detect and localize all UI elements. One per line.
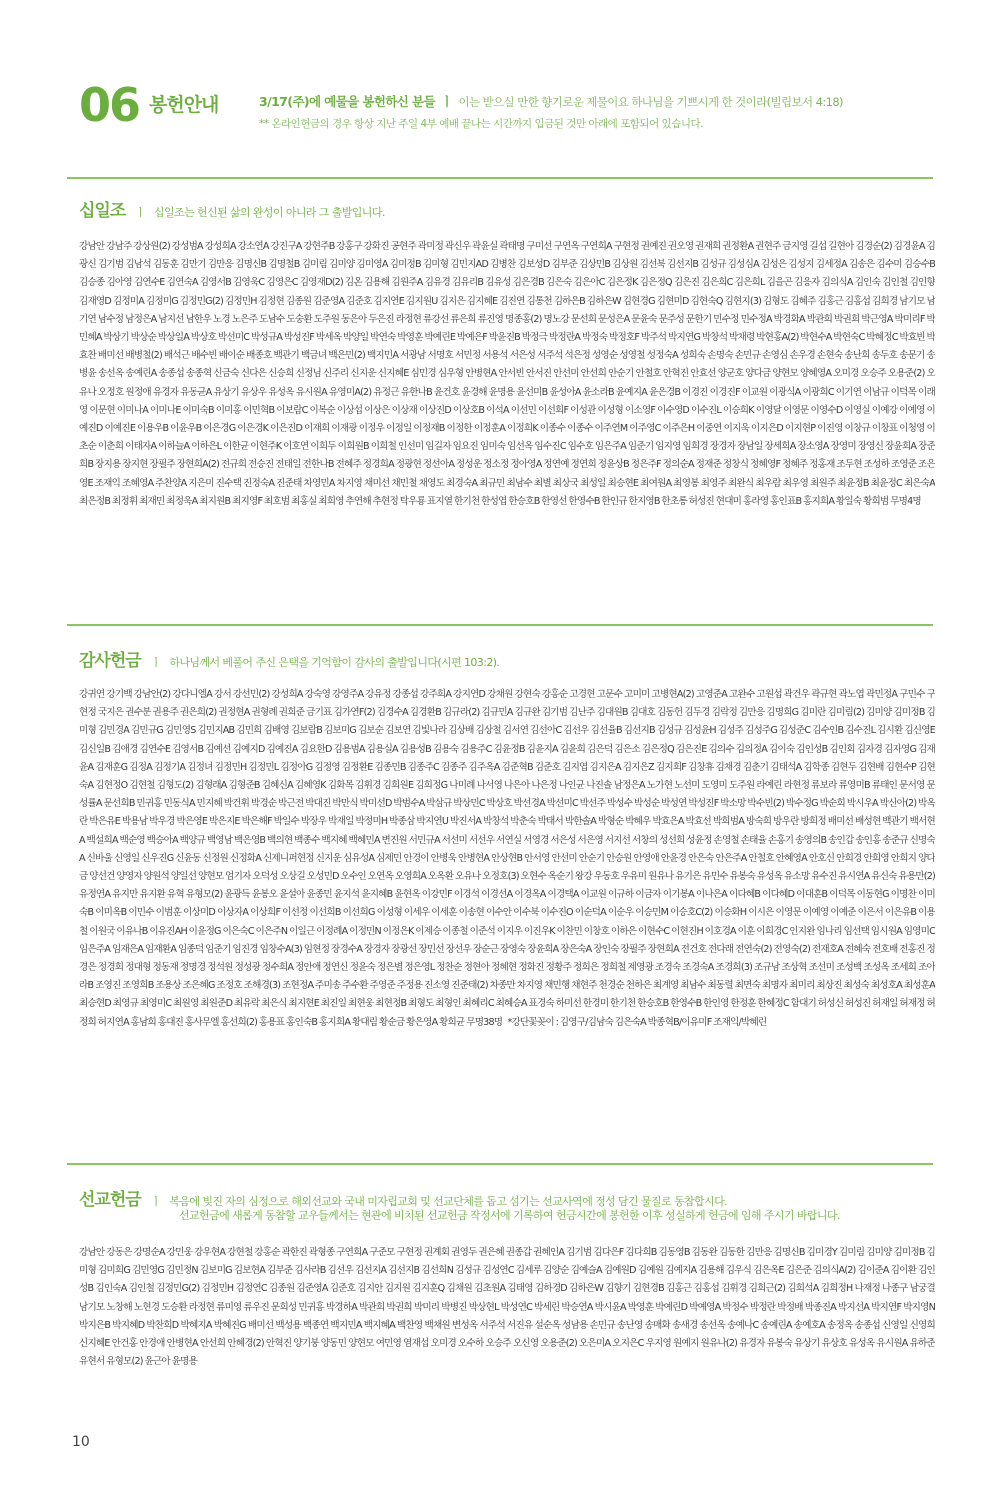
- thanks-title: 감사헌금: [79, 651, 141, 671]
- tithe-separator: ㅣ: [135, 206, 146, 219]
- header-date-title: 3/17(주)에 예물을 봉헌하신 분들: [259, 94, 435, 109]
- mission-description: 복음에 빚진 자의 심정으로 해외선교와 국내 미자립교회 및 선교단체를 돕고 섬기는 선교사역에 정성 담긴 물질로 동참합시다.: [169, 1195, 728, 1208]
- header-main-line: [259, 92, 843, 110]
- header-scripture: 이는 받으실 만한 향기로운 제물이요 하나님을 기쁘시게 한 것이라(빌립보서 4:18): [458, 95, 843, 109]
- section-number: 06: [79, 78, 140, 132]
- tithe-description: 십일조는 헌신된 삶의 완성이 아니라 그 출발입니다.: [153, 206, 385, 219]
- mission-title: 선교헌금: [79, 1190, 141, 1210]
- mission-names: 강남안 강동은 강명순A 강민웅 강우현A 강현철 강홍순 곽한진 곽형종 구연희A 구준모 구현정 권계회 권영두 권은혜 권종갑 권혜인A 김기범 김다은F 김다희B 김동영B 김동완 김동한 김만응 김명신B 김미경Y 김미림 김미양 김미정B 김미형 김미희G 김민영G 김민정N 김보미G 김보현A 김부준 김사라B 김선우 김선지A 김선지B 김선희N 김성규 김성연C 김세루 김양순 김예슬A 김예원D 김예원 김예지A 김용해 김우식 김은옥E 김은준 김의식A(2) 김이준A 김이환 김인성B 김인숙A 김인철 김정민G(2) 김정민H 김정연C 김종원 김준영A 김준호 김지안 김지원 김지훈Q 김채원 김초원A 김태영 김하경D 김하은W 김향기 김현경B 김홍근 김홍섭 김휘경 김희근(2) 김희석A 김희정H 나재정 나종구 남궁결 남기모 노창해 노현경 도승환 라정현 류미영 류우진 문희성 민귀홍 박경하A 박관희 박권희 박미리 박병진 박상현L 박성연C 박세린 박승연A 박시윤A 박영훈 박예린D 박예영A 박정수 박정란 박정배 박종진A 박지선A 박지연F 박지영N 박지은B 박지혜D 박찬희D 박혜지A 박혜진G 배미선 백성용 백종연 백지민A 백지혜A 백찬영 백채원 변성옥 서주석 서진유 설순옥 성남용 손민규 송난영 송매화 송새경 송선옥 송예나C 송예린A 송예호A 송정옥 송종섭 신영일 신영희 신지혜E 안건홍 안경애 안병현A 안선희 안혜경(2) 안혁진 양기붕 양동민 양현모 여민영 염재섭 오미경 오수하 오승주 오신영 오용준(2) 오은미A 오지은C 우지영 원예지 원유나(2) 유경자 유봉숙 유상기 유상호 유성옥 유시원A 유하준 유현서 유형모(2) 윤근아 윤명용: [79, 1247, 935, 1368]
- thanks-designated: *강단꽃꽂이 : 김영구/김남숙 김은숙A 박종혁B/이유미F 조재익/박혜린: [507, 1016, 767, 1028]
- mission-description-2: 선교헌금에 새롭게 동참할 교우들께서는 현관에 비치된 선교헌금 작정서에 기록하여 헌금시간에 봉헌한 이후 성실하게 헌금에 임해 주시기 바랍니다.: [179, 1209, 840, 1222]
- section-title: 봉헌안내: [149, 94, 219, 116]
- divider-rule: [67, 624, 933, 626]
- tithe-heading: [79, 196, 385, 221]
- tithe-title: 십일조: [79, 201, 126, 221]
- thanks-separator: ㅣ: [150, 656, 162, 669]
- thanks-heading: [79, 646, 499, 671]
- header-online-note: ** 온라인헌금의 경우 항상 지난 주일 4부 예배 끝나는 시간까지 입금된 것만 아래에 포함되어 있습니다.: [259, 118, 703, 130]
- thanks-names: [79, 686, 935, 1141]
- header-separator: ㅣ: [440, 94, 453, 109]
- thanks-description: 하나님께서 베풀어 주신 은택을 기억함이 감사의 출발입니다(시편 103:2).: [169, 656, 500, 669]
- mission-separator: ㅣ: [150, 1195, 162, 1208]
- mission-heading: [79, 1185, 840, 1222]
- divider-rule: [67, 177, 933, 179]
- thanks-names-list: 강귀연 강기백 강남안(2) 강다니엘A 강서 강선민(2) 강성희A 강숙영 강영주A 강유정 강종섭 강주희A 강지연D 강채원 강현숙 강홍순 고경현 고문수 고미미 고병현A(2) 고영준A 고완수 고원섭 곽건우 곽규현 곽노엽 곽민정A 구민수 구현정 국지은 권수분 권용주 권은희(2) 권정현A 권형례 권희준 금기표 김가연F(2) 김경수A 김경환B 김규라(2) 김규민A 김규완 김기범 김난주 김대원B 김대호 김동헌 김두경 김락정 김만응 김명희G 김미란 김미림(2) 김미양 김미정B 김미형 김민경A 김민규G 김민영S 김민지AB 김민희 김배영 김보람B 김보미G 김보순 김보연 김빛나라 김상배 김상철 김서연 김선아C 김선우 김선율B 김선지B 김성규 김성윤H 김성주 김성주G 김성준C 김수인B 김수진L 김시환 김신영E 김신일B 김애경 김연수E 김영서B 김예선 김예지D 김예진A 김요한D 김용범A 김용실A 김용성B 김용숙 김용주C 김윤정B 김윤지A 김윤희 김은덕 김은소 김은정Q 김은진E 김의수 김의정A 김이숙 김인성B 김인회 김자경 김자영G 김재윤A 김재훈G 김정A 김정기A 김정녀 김정민H 김정민L 김정아G 김정영 김정환E 김종민B 김종주C 김종주 김주옥A 김준혁B 김준호 김지엽 김지은A 김지은Z 김지희F 김창휴 김채경 김춘기 김태석A 김학종 김현두 김현배 김현수P 김현숙A 김현정O 김현철 김형도(2) 김형래A 김형준B 김혜신A 김혜영K 김화목 김휘경 김희원E 김희정G 나미례 나서영 나은아 나은정 나인균 나진솔 남정은A 노가현 노선미 도영미 도주원 라예린 라현정 류보라 류영미B 류태인 문서영 문성률A 문선희B 민귀홍 민동식A 민지혜 박건휘 박경순 박근전 박대진 박만식 박미선D 박범수A 박삼규 박상민C 박상호 박선경A 박선미C 박선주 박성수 박성순 박성연 박성진F 박소망 박수빈(2) 박수정G 박순희 박시우A 박신아(2) 박옥란 박은유E 박용남 박우경 박은영E 박은지E 박은해F 박일수 박장우 박재일 박정미H 박종삼 박지연U 박진서A 박창석 박춘숙 박태서 박한솔A 박형순 박혜우 박효은A 박효선 박희범A 방숙희 방우란 방희정 배미선 배성현 백관기 백서현A 백설희A 백순영 백승아A 백양규 백영남 백은영B 백의현 백종수 백지혜 백혜민A 변진원 서민규A 서선미 서선우 서연실 서영경 서은성 서은영 서지선 서창의 성선희 성윤정 손영철 손태율 손홍기 송영의B 송인갑 송인홍 송준규 신명숙A 신바울 신영일 신우진G 신윤동 신정원 신정화A 신제니퍼현정 신지운 심유성A 심제민 안경이 안병욱 안병현A 안상현B 안서영 안선미 안순기 안승원 안영애 안윤경 안은숙 안은주A 안철호 안혜영A 안호신 안희경 안희영 안희지 양다금 양선건 양영자 양원석 양일선 양현모 엄기자 오덕성 오상길 오성민D 오수인 오연옥 오영희A 오옥환 오유나 오정호(3) 오현수 옥순기 왕강 우동호 우유미 원유나 유기은 유민수 유봉숙 유성옥 유소망 유수진 유시연A 유신숙 유용만(2) 유정연A 유지만 유지환 유혁 유형모(2) 윤광득 윤봉오 윤설아 윤종민 윤지석 윤지혜B 윤현옥 이강민F 이경석 이경선A 이경옥A 이경택A 이교원 이규하 이금자 이기봉A 이나은A 이다혜B 이다혜D 이대훈B 이덕목 이동현G 이명찬 이미숙B 이미옥B 이민수 이범훈 이상미D 이상자A 이상희F 이선정 이선희B 이선희G 이성형 이세우 이세훈 이송현 이수안 이수북 이수진O 이순덕A 이순우 이승민M 이승호C(2) 이승화H 이시은 이영문 이예영 이예준 이은서 이은유B 이용철 이원국 이유나B 이유진AH 이윤정G 이은숙C 이은주N 이일근 이정례A 이정민N 이정은K 이제승 이종철 이준석 이지우 이진우K 이찬민 이창호 이하은 이현수C 이현진H 이호경A 이훈 이희경C 인지완 임나리 임선택 임시원A 임영미C 임은주A 임재은A 임재환A 임종덕 임준기 임진경 임창수A(3) 임현정 장경수A 장경자 장광선 장민선 장선우 장순근 장영숙 장윤희A 장은숙A 장인숙 장필주 장현희A 전건호 전다래 전연숙(2) 전영숙(2) 전재호A 전혜숙 전호배 전홍진 정경은 정경희 정대형 정동재 정명경 정석원 정성광 정수희A 정안애 정연신 정윤숙 정은별 정은영L 정찬순 정현아 정혜현 정화진 정황주 정희은 정희철 제영광 조경숙 조경숙A 조경희(3) 조규남 조상혁 조선미 조성백 조성옥 조세희 조아라B 조영진 조영희B 조용상 조은혜G 조정호 조해경(3) 조현정A 주미송 주수환 주영준 주정용 진소영 진준태(2) 차종만 차지영 채민행 채현주 천경순 천하은 최계영 최남수 최동렬 최면숙 최명자 최미리 최상진 최성숙 최성호A 최성훈A 최승현D 최영규 최영미C 최원영 최원준D 최유락 최은식 최지현E 최진일 최현웅 최현정B 최형도 최형인 최혜리C 최혜승A 표경숙 하미선 한경미 한기천 한승호B 한영수B 한인영 한정훈 한혜정C 함대기 허성신 허성진 허재일 허재정 허정희 허지연A 홍남희 홍대진 홍사무엘 홍선희(2) 홍용표 홍인숙B 홍지희A 황대림 황순금 황은영A 황희균 무명38명: [79, 689, 935, 1028]
- tithe-names: 강남안 강남주 강상원(2) 강성범A 강성희A 강소연A 강진구A 강현주B 강홍구 강화진 공현주 곽미정 곽신우 곽윤실 곽태명 구미선 구연옥 구연희A 구현정 권예진 권오영 권재희 권정환A 권현주 금지영 길섭 길현아 김경순(2) 김경윤A 김광신 김기범 김남석 김동훈 김만기 김만응 김명신B 김명철B 김미림 김미양 김미영A 김미정B 김미형 김민지AD 김병찬 김보성D 김부준 김상민B 김상원 김선북 김선지B 김성규 김성심A 김성은 김성지 김세정A 김송은 김수미 김승수B 김승종 김아영 김연수E 김연숙A 김영서B 김영욱C 김영은C 김영재D(2) 김온 김용해 김원주A 김유경 김유리B 김유성 김은경B 김은숙 김은아C 김은정K 김은정Q 김은진 김은희C 김은희L 김을곤 김응자 김의식A 김인숙 김인철 김인향 김재영D 김정미A 김정미G 김정민G(2) 김정민H 김정현 김종원 김준영A 김준호 김지연E 김지원U 김지은 김지혜E 김진연 김통천 김하은B 김하은W 김현경G 김현미D 김현숙Q 김현지(3) 김형도 김혜주 김홍근 김홍섭 김희경 남기모 남기연 남수정 남정은A 남지선 남한우 노경 노은주 도남수 도숭환 도주원 동은아 두은진 라정현 류강선 류은희 류진영 명종홍(2) 명노강 문선희 문성은A 문윤숙 문주성 문한기 민수정 민수정A 박경화A 박관희 박권희 박근영A 박미리F 박민혜A 박상기 박상순 박상일A 박상호 박선미C 박성규A 박성진F 박세옥 박양일 박연숙 박영훈 박예린E 박예은F 박윤진B 박정극 박정란A 박정숙 박정호F 박주석 박지연G 박창석 박채령 박현홍A(2) 박현수A 박현숙C 박혜정C 박효빈 박효찬 배미선 배병철(2) 배석근 배수빈 배이순 배종호 백관기 백금녀 백은민(2) 백지민A 서광남 서명호 서민정 서용석 서은성 서주석 석은정 성영순 성영철 성정숙A 성희숙 손명숙 손민규 손영심 손우경 손현숙 송난희 송두호 송문기 송병윤 송선옥 송예린A 송종섭 송종혁 신금숙 신다은 신승희 신정님 신주리 신지운 신지혜E 심민경 심우형 안병현A 안서빈 안서진 안선미 안선희 안순기 안철호 안혁진 안효선 양군호 양다금 양현모 양혜영A 오미경 오승주 오용준(2) 오유나 오정호 원정애 유경자 유동균A 유상기 유상우 유성옥 유시원A 유영미A(2) 유정근 유한나B 윤건호 윤경해 윤명용 윤선미B 윤성아A 윤소라B 윤예지A 윤은경B 이경진 이경진F 이교원 이광식A 이광희C 이기연 이남규 이덕목 이래영 이문현 이미나A 이미나E 이미숙B 이미홍 이민혁B 이보람C 이복순 이상섭 이상은 이상재 이상진D 이상호B 이석A 이선민 이선희F 이성관 이성형 이소영F 이수영D 이수진L 이승희K 이영달 이영문 이영수D 이영실 이예강 이예영 이예진D 이예진E 이용우B 이윤우B 이은경G 이은경K 이은진D 이재희 이재광 이정우 이정일 이정재B 이정한 이정훈A 이정희K 이종수 이종수 이주연M 이주영C 이주은H 이중연 이지욱 이지은D 이지현P 이진영 이창규 이창표 이청영 이초순 이춘희 이태자A 이하늘A 이하은L 이한균 이현주K 이호연 이희두 이희원B 이희철 인선미 임길자 임요진 임미숙 임선옥 임수진C 임수호 임은주A 임준기 임지영 임희경 장경자 장남일 장세희A 장소영A 장영미 장영신 장윤희A 장준희B 장지용 장지현 장필주 장현희A(2) 전규희 전승진 전태일 전한나B 전혜주 정경희A 정광현 정선아A 정성운 정소정 정아영A 정연예 정연희 정윤상B 정은주F 정의순A 정재준 정창식 정혜영F 정혜주 정홍재 조두현 조성하 조영준 조은영E 조재익 조혜영A 주찬양A 지은미 진수택 진정숙A 진준태 차영민A 차지영 채미선 채민철 채영도 최경숙A 최규민 최남수 최별 최상국 최성일 최승현E 최여원A 최영봉 최영주 최완식 최우람 최우영 최원주 최윤정B 최윤정C 최은숙A 최은정B 최정휘 최재민 최정욱A 최지원B 최지영F 최호범 최홍실 최희영 추연해 추현정 탁우룡 표지열 한기천 한성엽 한승호B 한영선 한영수B 한인규 한지영B 한초롱 허성진 현대미 홍라영 홍인표B 홍지희A 황일숙 황희범 무명4명: [79, 241, 935, 507]
- divider-rule: [67, 1163, 933, 1165]
- page-number: 10: [72, 1434, 90, 1450]
- offering-header: [79, 76, 949, 136]
